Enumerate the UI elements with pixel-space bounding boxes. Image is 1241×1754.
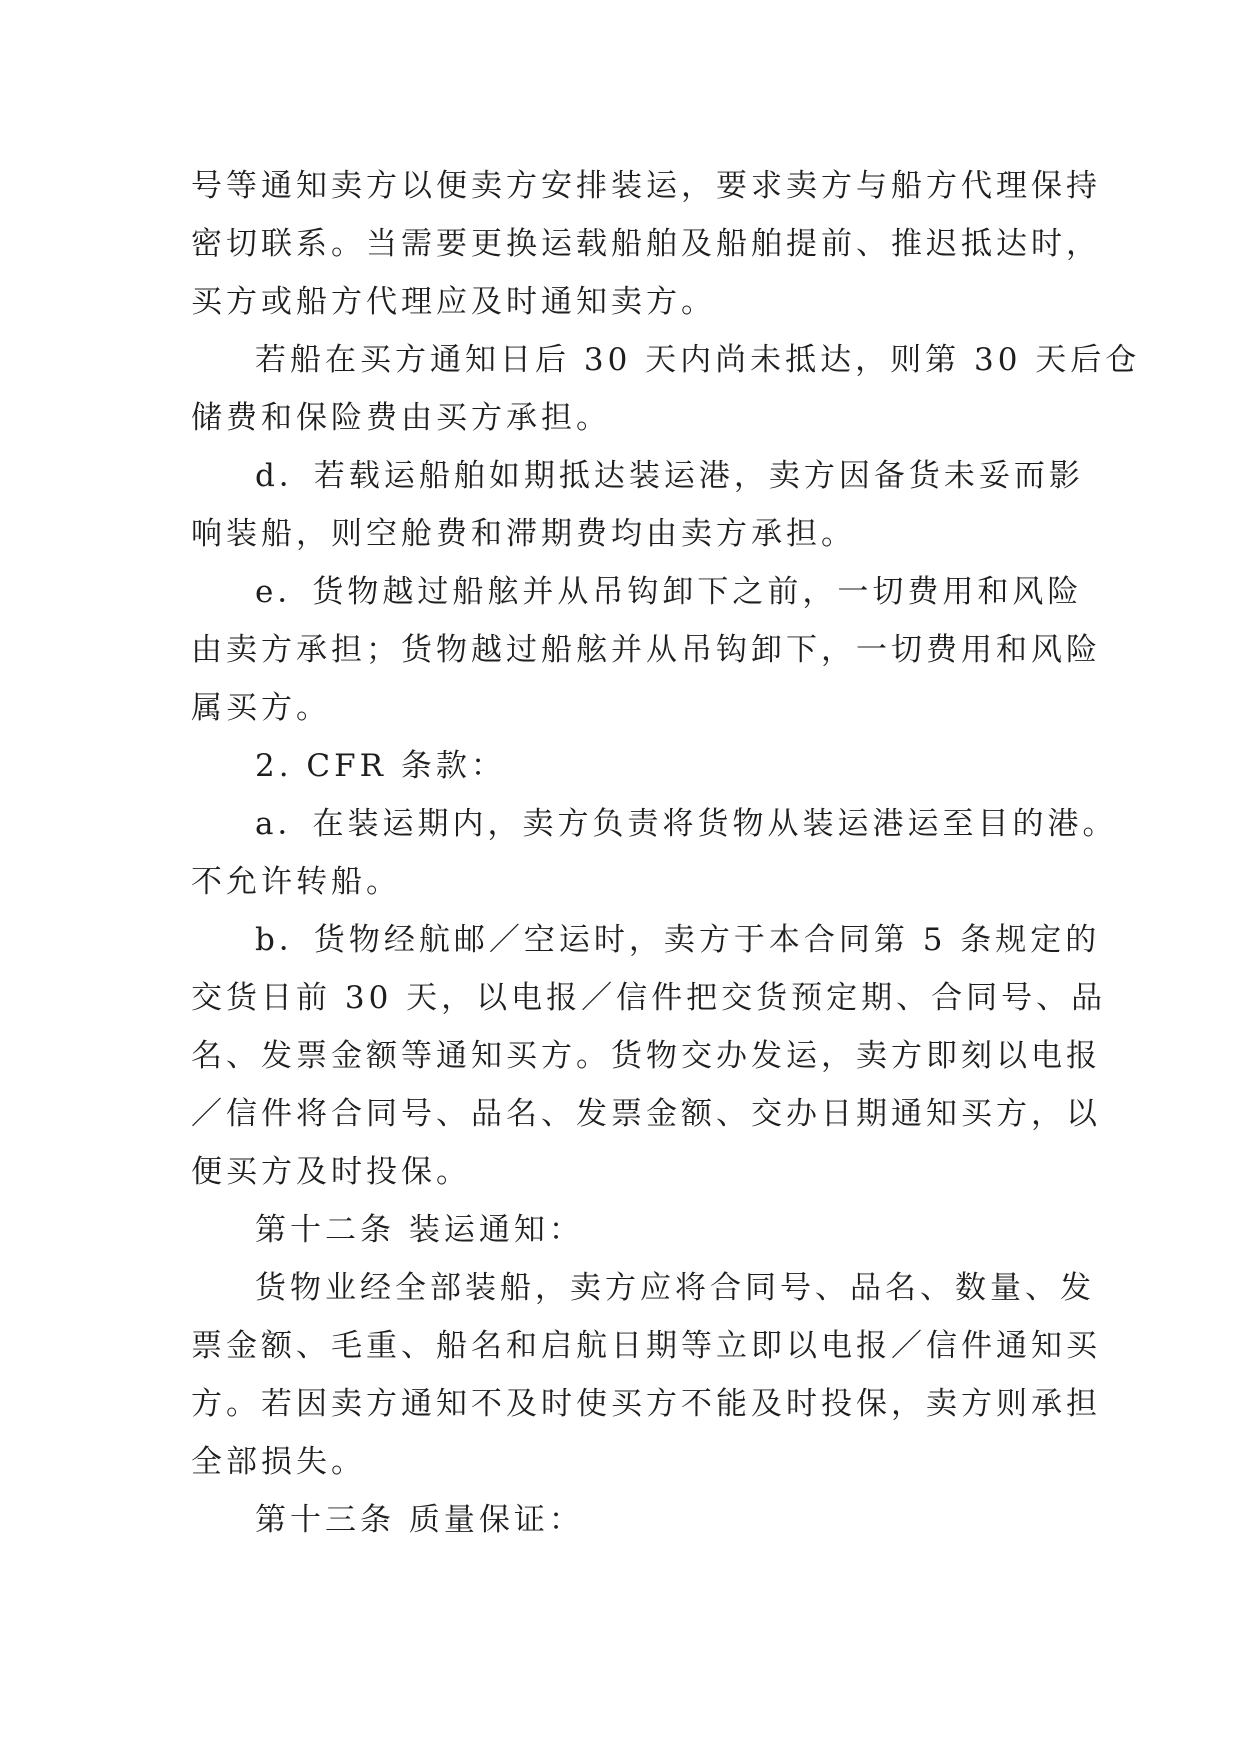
- text-line: 便买方及时投保。: [191, 1154, 471, 1190]
- section-heading: 第十二条 装运通知：: [255, 1212, 584, 1248]
- text-line: 储费和保险费由买方承担。: [191, 400, 611, 436]
- text-line: 货物业经全部装船，卖方应将合同号、品名、数量、发: [255, 1270, 1095, 1306]
- text-line: 票金额、毛重、船名和启航日期等立即以电报／信件通知买: [191, 1328, 1101, 1364]
- text-line: 由卖方承担；货物越过船舷并从吊钩卸下，一切费用和风险: [191, 632, 1101, 668]
- text-line: b．货物经航邮／空运时，卖方于本合同第 5 条规定的: [255, 922, 1101, 958]
- text-line: 不允许转船。: [191, 864, 401, 900]
- text-line: 号等通知卖方以便卖方安排装运，要求卖方与船方代理保持: [191, 168, 1101, 204]
- text-line: a．在装运期内，卖方负责将货物从装运港运至目的港。: [255, 806, 1118, 842]
- text-line: 密切联系。当需要更换运载船舶及船舶提前、推迟抵达时，: [191, 226, 1101, 262]
- text-line: 买方或船方代理应及时通知卖方。: [191, 284, 716, 320]
- text-line: 2. CFR 条款：: [255, 748, 506, 784]
- text-line: 名、发票金额等通知买方。货物交办发运，卖方即刻以电报: [191, 1038, 1101, 1074]
- text-line: e．货物越过船舷并从吊钩卸下之前，一切费用和风险: [255, 574, 1083, 610]
- document-body: [191, 157, 1141, 1549]
- text-line: 方。若因卖方通知不及时使买方不能及时投保，卖方则承担: [191, 1386, 1101, 1422]
- text-line: 交货日前 30 天，以电报／信件把交货预定期、合同号、品: [191, 980, 1107, 1016]
- text-line: 响装船，则空舱费和滞期费均由卖方承担。: [191, 516, 856, 552]
- text-line: ／信件将合同号、品名、发票金额、交办日期通知买方，以: [191, 1096, 1101, 1132]
- text-line: 若船在买方通知日后 30 天内尚未抵达，则第 30 天后仓: [255, 342, 1141, 378]
- text-line: 属买方。: [191, 690, 331, 726]
- section-heading: 第十三条 质量保证：: [255, 1502, 584, 1538]
- text-line: d．若载运船舶如期抵达装运港，卖方因备货未妥而影: [255, 458, 1084, 494]
- text-line: 全部损失。: [191, 1444, 366, 1480]
